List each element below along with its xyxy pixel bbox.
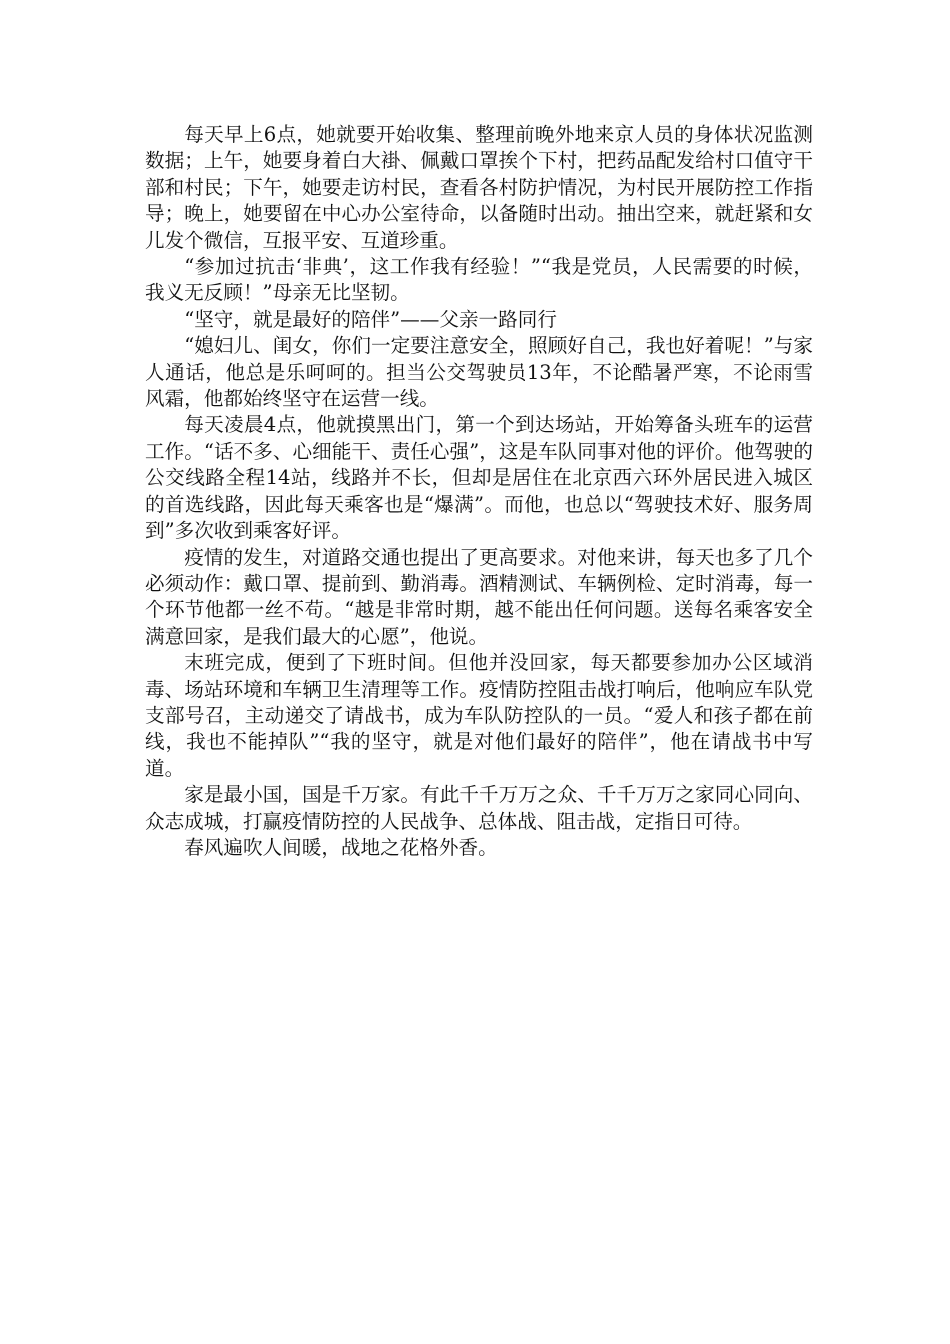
- paragraph-father-call: “媳妇儿、闺女，你们一定要注意安全，照顾好自己，我也好着呢！”与家人通话，他总是乐呵呵的。担当公交驾驶员13年，不论酷暑严寒，不论雨雪风霜，他都始终坚守在运营一线。: [145, 334, 813, 411]
- paragraph-daily-routine: 每天早上6点，她就要开始收集、整理前晚外地来京人员的身体状况监测数据；上午，她要身着白大褂、佩戴口罩挨个下村，把药品配发给村口值守干部和村民；下午，她要走访村民，查看各村防护情况，为村民开展防控工作指导；晚上，她要留在中心办公室待命，以备随时出动。抽出空来，就赶紧和女儿发个微信，互报平安、互道珍重。: [145, 123, 813, 252]
- paragraph-epidemic-measures: 疫情的发生，对道路交通也提出了更高要求。对他来讲，每天也多了几个必须动作：戴口罩、提前到、勤消毒。酒精测试、车辆例检、定时消毒，每一个环节他都一丝不苟。“越是非常时期，越不能出任何问题。送每名乘客安全满意回家，是我们最大的心愿”，他说。: [145, 545, 813, 648]
- paragraph-after-shift: 末班完成，便到了下班时间。但他并没回家，每天都要参加办公区域消毒、场站环境和车辆卫生清理等工作。疫情防控阻击战打响后，他响应车队党支部号召，主动递交了请战书，成为车队防控队的一员。“爱人和孩子都在前线，我也不能掉队”“我的坚守，就是对他们最好的陪伴”，他在请战书中写道。: [145, 651, 813, 780]
- paragraph-closing-line: 春风遍吹人间暖，战地之花格外香。: [184, 835, 498, 859]
- paragraph-father-work: 每天凌晨4点，他就摸黑出门，第一个到达场站，开始筹备头班车的运营工作。“话不多、心细能干、责任心强”，这是车队同事对他的评价。他驾驶的公交线路全程14站，线路并不长，但却是居住在北京西六环外居民进入城区的首选线路，因此每天乘客也是“爆满”。而他，也总以“驾驶技术好、服务周到”多次收到乘客好评。: [145, 413, 813, 543]
- document-body: [145, 122, 813, 861]
- paragraph-mother-quote: “参加过抗击‘非典’，这工作我有经验！”“我是党员，人民需要的时候，我义无反顾！”母亲无比坚韧。: [145, 255, 813, 305]
- section-heading-father: “坚守，就是最好的陪伴”——父亲一路同行: [184, 307, 557, 331]
- paragraph-conclusion: 家是最小国，国是千万家。有此千千万万之众、千千万万之家同心同向、众志成城，打赢疫情防控的人民战争、总体战、阻击战，定指日可待。: [145, 783, 813, 833]
